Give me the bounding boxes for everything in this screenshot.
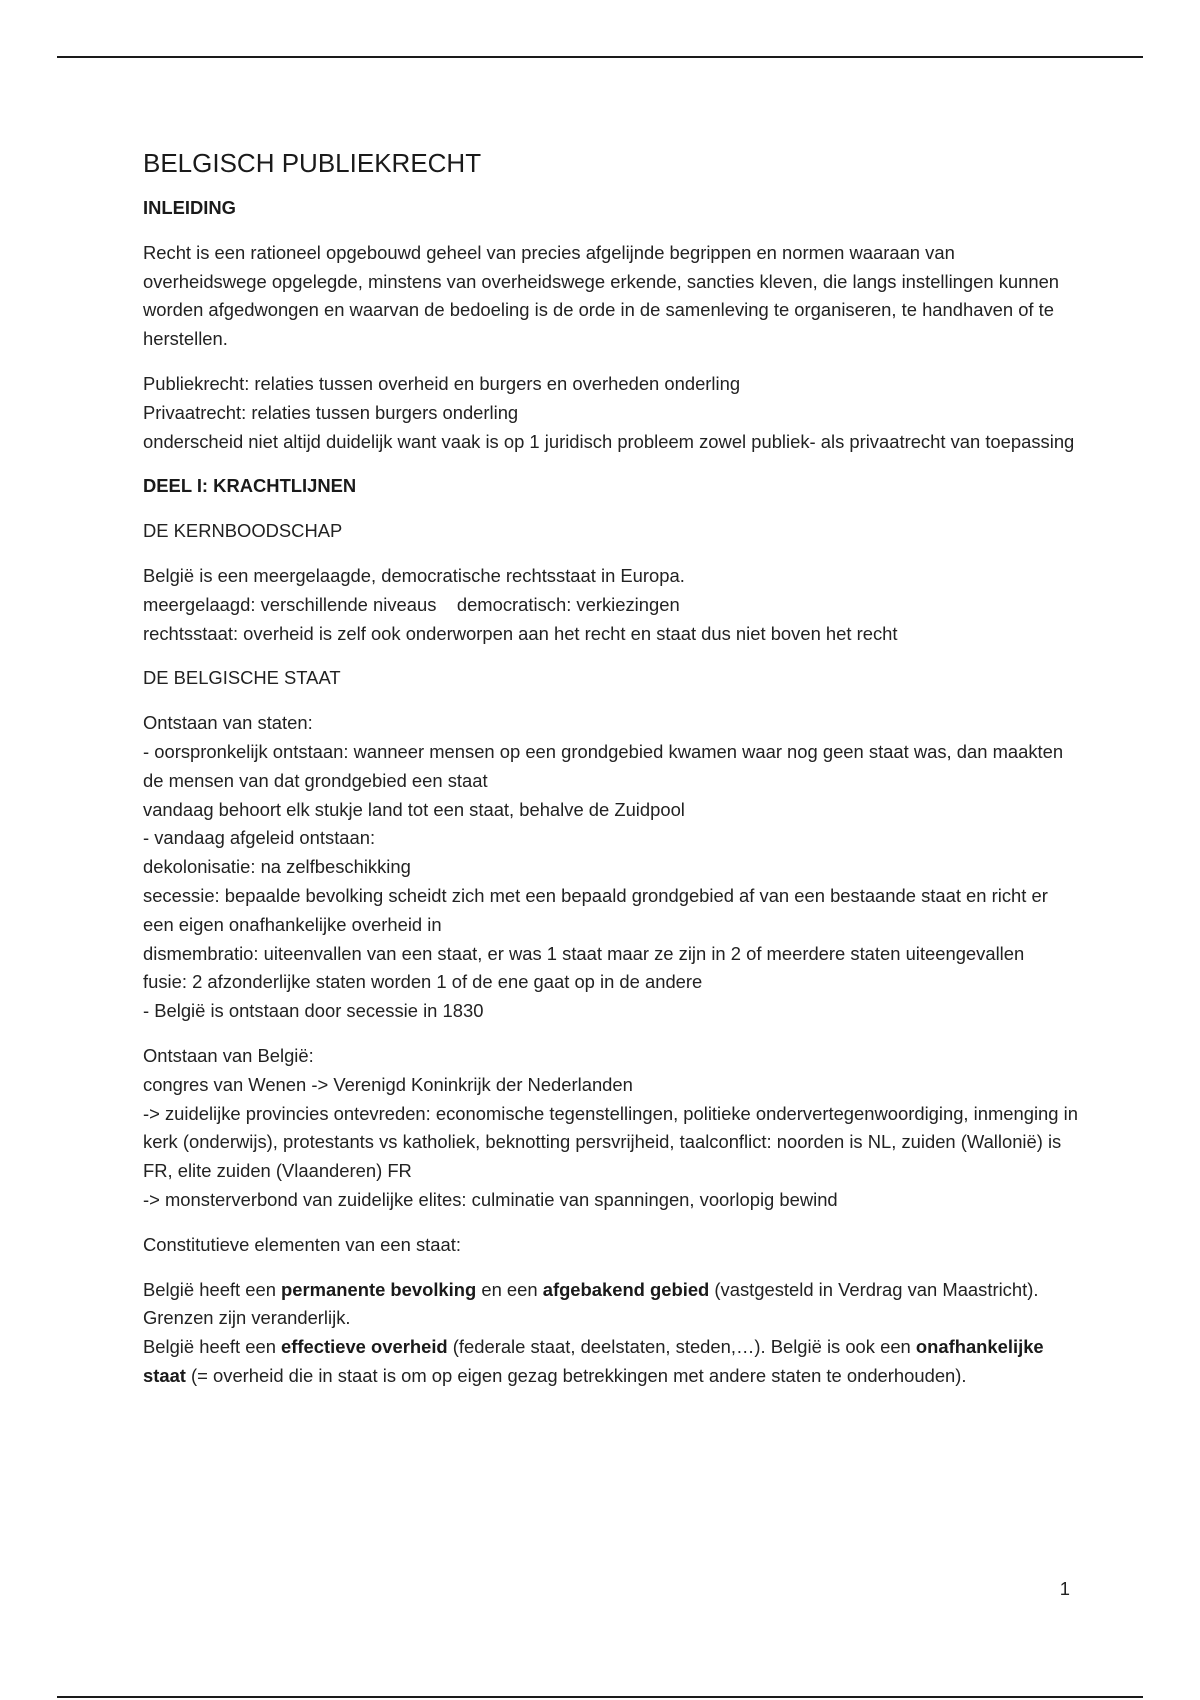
document-title: BELGISCH PUBLIEKRECHT (143, 148, 482, 178)
text-line: vandaag behoort elk stukje land tot een staat, behalve de Zuidpool (143, 798, 685, 820)
text-line: -> monsterverbond van zuidelijke elites: culminatie van spanningen, voorlopig bewind (143, 1188, 838, 1210)
text-line: - België is ontstaan door secessie in 1830 (143, 1000, 484, 1022)
bold-term: permanente bevolking (281, 1278, 477, 1300)
text-line: dismembratio: uiteenvallen van een staat, er was 1 staat maar ze zijn in 2 of meerdere staten uiteengevallen (143, 942, 1025, 964)
text-run: en een (476, 1278, 543, 1300)
text-run: (= overheid die in staat is om op eigen gezag betrekkingen met andere staten te onderhouden). (185, 1364, 967, 1386)
publiek-privaat-paragraph (143, 370, 1078, 456)
kernboodschap-paragraph (143, 562, 1078, 648)
ontstaan-belgie-paragraph (143, 1042, 1078, 1215)
subheading-kernboodschap: DE KERNBOODSCHAP (143, 520, 343, 542)
text-run: België heeft een (143, 1278, 282, 1300)
text-line: Privaatrecht: relaties tussen burgers onderling (143, 401, 519, 423)
text-line: fusie: 2 afzonderlijke staten worden 1 of de ene gaat op in de andere (143, 971, 703, 993)
bold-term: effectieve overheid (281, 1336, 448, 1358)
footer-rule (57, 1696, 1143, 1698)
header-rule (57, 56, 1143, 58)
section-heading-inleiding: INLEIDING (143, 197, 236, 218)
text-line: -> zuidelijke provincies ontevreden: economische tegenstellingen, politieke ondervertegenwoordiging, inmenging in kerk (onderwijs), protestants vs katholiek, beknotting persvrijheid, taalconflict: noorden is NL, zuiden (Wallonië) is FR, elite zuiden (Vlaanderen) FR (143, 1102, 1078, 1182)
text-line: meergelaagd: verschillende niveaus democratisch: verkiezingen (143, 593, 680, 615)
text-line: Publiekrecht: relaties tussen overheid en burgers en overheden onderling (143, 372, 741, 394)
page-content (143, 146, 1078, 1407)
bold-term: onafhankelijke staat (143, 1336, 1044, 1386)
recht-definition-paragraph: Recht is een rationeel opgebouwd geheel van precies afgelijnde begrippen en normen waaraan van overheidswege opgelegde, minstens van overheidswege erkende, sancties kleven, die langs instellingen kunnen worden afgedwongen en waarvan de bedoeling is de orde in de samenleving te organiseren, te handhaven of te herstellen. (143, 241, 1060, 350)
text-line: secessie: bepaalde bevolking scheidt zich met een bepaald grondgebied af van een bestaande staat en richt er een eigen onafhankelijke overheid in (143, 884, 1048, 935)
text-line: dekolonisatie: na zelfbeschikking (143, 856, 411, 878)
text-run: (federale staat, deelstaten, steden,…). België is ook een (447, 1336, 916, 1358)
text-line: onderscheid niet altijd duidelijk want vaak is op 1 juridisch probleem zowel publiek- als privaatrecht van toepassing (143, 430, 1075, 452)
constitutieve-elementen-heading: Constitutieve elementen van een staat: (143, 1233, 461, 1255)
text-run: België heeft een (143, 1336, 282, 1358)
section-heading-deel-1: DEEL I: KRACHTLIJNEN (143, 475, 357, 497)
text-line: Ontstaan van België: (143, 1044, 314, 1066)
text-run: (vastgesteld in Verdrag van Maastricht). Grenzen zijn veranderlijk. (143, 1278, 1039, 1329)
text-line: - vandaag afgeleid ontstaan: (143, 827, 376, 849)
constitutieve-elementen-paragraph (143, 1276, 1078, 1391)
subheading-belgische-staat: DE BELGISCHE STAAT (143, 667, 341, 689)
page-number: 1 (1059, 1578, 1070, 1599)
text-line: België is een meergelaagde, democratische rechtsstaat in Europa. (143, 564, 685, 586)
text-line: congres van Wenen -> Verenigd Koninkrijk der Nederlanden (143, 1073, 633, 1095)
text-line: rechtsstaat: overheid is zelf ook onderworpen aan het recht en staat dus niet boven het recht (143, 622, 898, 644)
text-line: - oorspronkelijk ontstaan: wanneer mensen op een grondgebied kwamen waar nog geen staat was, dan maakten de mensen van dat grondgebied een staat (143, 740, 1064, 791)
ontstaan-staten-paragraph (143, 709, 1078, 1026)
bold-term: afgebakend gebied (542, 1278, 710, 1300)
text-line: Ontstaan van staten: (143, 712, 313, 734)
